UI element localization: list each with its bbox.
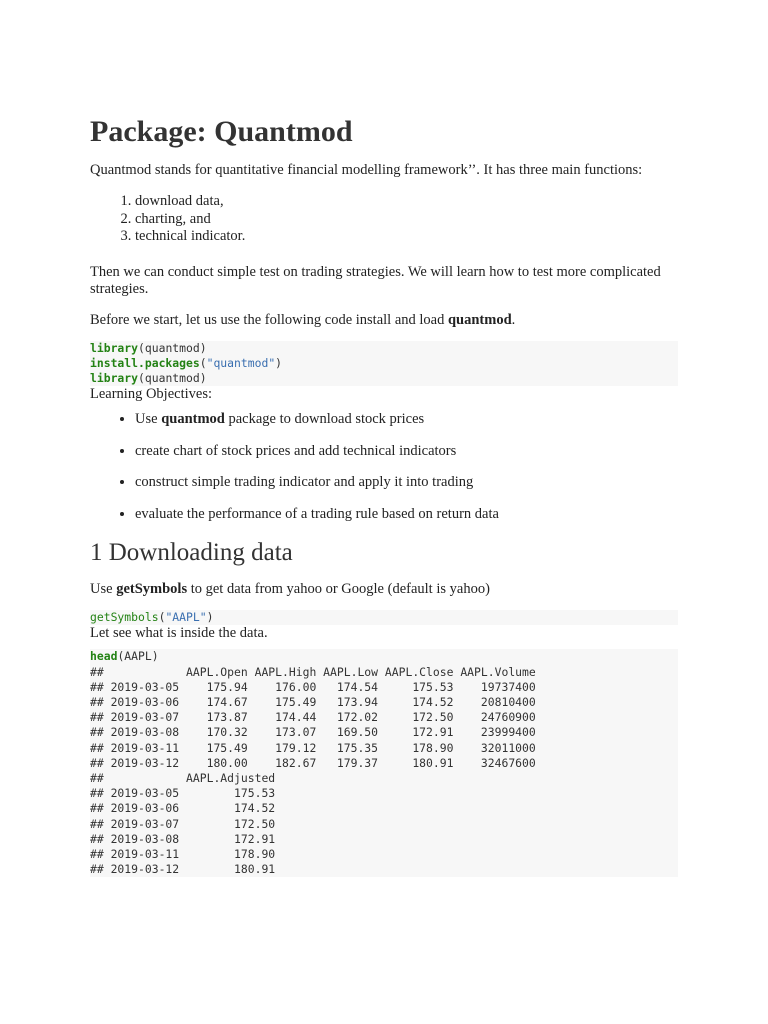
objectives-label: Learning Objectives: <box>90 386 212 403</box>
objectives-list <box>90 411 678 523</box>
output-line: ## AAPL.Adjusted <box>90 770 276 785</box>
output-line: ## 2019-03-07 172.50 <box>90 816 276 831</box>
list-item: 1. download data, <box>135 193 678 211</box>
strategies-paragraph: Then we can conduct simple test on trading strategies. We will learn how to test more complicated strategies. <box>90 263 661 297</box>
functions-list <box>90 193 678 246</box>
output-line: ## 2019-03-11 178.90 <box>90 846 276 861</box>
output-line: ## 2019-03-06 174.52 <box>90 801 276 816</box>
list-item: • construct simple trading indicator and apply it into trading <box>135 474 678 491</box>
list-item: • create chart of stock prices and add technical indicators <box>135 443 678 460</box>
code-block-head-output <box>90 649 678 877</box>
output-line: ## 2019-03-06 174.67 175.49 173.94 174.52 20810400 <box>90 694 536 709</box>
intro-paragraph: Quantmod stands for quantitative financial modelling framework’’. It has three main functions: <box>90 162 643 178</box>
code-line: head(AAPL) <box>90 649 159 664</box>
output-line: ## 2019-03-05 175.53 <box>90 786 276 801</box>
page-title: Package: Quantmod <box>90 115 353 148</box>
output-line: ## AAPL.Open AAPL.High AAPL.Low AAPL.Close AAPL.Volume <box>90 664 536 679</box>
list-item: • Use quantmod package to download stock prices <box>135 411 678 428</box>
code-block-getsymbols <box>90 610 678 625</box>
getsymbols-paragraph: Use getSymbols to get data from yahoo or Google (default is yahoo) <box>90 581 490 598</box>
section-heading-downloading: 1 Downloading data <box>90 539 293 567</box>
inside-data-paragraph: Let see what is inside the data. <box>90 625 268 642</box>
output-line: ## 2019-03-08 170.32 173.07 169.50 172.91 23999400 <box>90 725 536 740</box>
code-line: getSymbols("AAPL") <box>90 610 214 625</box>
output-line: ## 2019-03-12 180.91 <box>90 862 276 877</box>
code-line: install.packages("quantmod") <box>90 355 283 370</box>
code-line: library(quantmod) <box>90 370 207 385</box>
output-line: ## 2019-03-07 173.87 174.44 172.02 172.50 24760900 <box>90 710 536 725</box>
document-content <box>90 112 678 877</box>
list-item: 3. technical indicator. <box>135 228 678 246</box>
before-start-paragraph: Before we start, let us use the following code install and load quantmod. <box>90 311 516 328</box>
output-line: ## 2019-03-11 175.49 179.12 175.35 178.90 32011000 <box>90 740 536 755</box>
output-line: ## 2019-03-08 172.91 <box>90 831 276 846</box>
code-block-install <box>90 341 678 387</box>
code-line: library(quantmod) <box>90 340 207 355</box>
list-item: 2. charting, and <box>135 211 678 229</box>
list-item: • evaluate the performance of a trading rule based on return data <box>135 506 678 523</box>
output-line: ## 2019-03-05 175.94 176.00 174.54 175.53 19737400 <box>90 679 536 694</box>
output-line: ## 2019-03-12 180.00 182.67 179.37 180.91 32467600 <box>90 755 536 770</box>
